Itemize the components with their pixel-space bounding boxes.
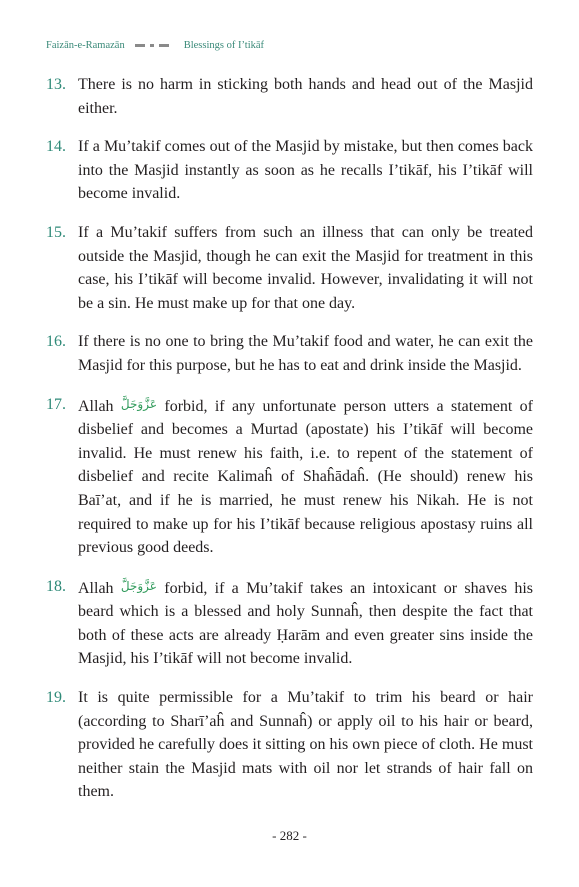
arabic-honorific: عَزَّوَجَلَّ: [120, 578, 157, 593]
running-header: [46, 40, 264, 51]
list-item: [46, 135, 533, 206]
rulings-list: [46, 73, 533, 819]
book-title: Faizān-e-Ramazān: [46, 40, 125, 51]
item-text: If a Mu’takif comes out of the Masjid by mistake, but then comes back into the Masjid instantly as soon as he recalls I’tikāf, his I’tikāf will become invalid.: [78, 138, 533, 203]
item-number: 17.: [46, 395, 66, 413]
list-item: [46, 575, 533, 671]
list-item: [46, 330, 533, 377]
list-item: [46, 73, 533, 120]
list-item: [46, 686, 533, 804]
page-number: - 282 -: [272, 828, 307, 843]
item-number: 18.: [46, 577, 66, 595]
item-number: 19.: [46, 689, 66, 707]
item-text: There is no harm in sticking both hands and head out of the Masjid either.: [78, 76, 533, 117]
item-text: If there is no one to bring the Mu’takif food and water, he can exit the Masjid for this purpose, but he has to eat and drink inside the Masjid.: [78, 333, 533, 374]
item-number: 15.: [46, 223, 66, 241]
item-lead: Allah: [78, 579, 114, 597]
list-item: [46, 393, 533, 560]
item-number: 16.: [46, 333, 66, 351]
item-number: 13.: [46, 76, 66, 93]
item-lead: Allah: [78, 397, 114, 415]
item-text: forbid, if any unfortunate person utters a statement of disbelief and becomes a Murtad (apostate) his I’tikāf will become invalid. He must renew his faith, i.e. to repent of the statement of disbelief and recite Kalimaĥ of Shaĥādaĥ. (He should) renew his Baī’at, and if he is married, he must renew his Nikah. He is not required to make up for his I’tikāf because religious apostasy ruins all previous good deeds.: [78, 397, 534, 557]
chapter-title: Blessings of I’tikāf: [183, 40, 265, 51]
item-text-wrapper: [78, 575, 533, 671]
item-text-wrapper: [78, 393, 533, 560]
list-item: [46, 221, 533, 315]
header-separator: [135, 44, 174, 47]
item-number: 14.: [46, 138, 66, 156]
item-text: If a Mu’takif suffers from such an illness that can only be treated outside the Masjid, though he can exit the Masjid for treatment in this case, his I’tikāf will become invalid. However, invalidating it will not be a sin. He must make up for that one day.: [78, 223, 533, 312]
item-text: It is quite permissible for a Mu’takif to trim his beard or hair (according to Sharī’aĥ and Sunnaĥ) or apply oil to his hair or beard, provided he carefully does it sitting on his own piece of cloth. He must neither stain the Masjid mats with oil nor let strands of hair fall on them.: [78, 689, 533, 801]
item-text: forbid, if a Mu’takif takes an intoxicant or shaves his beard which is a blessed and holy Sunnaĥ, then despite the fact that both of these acts are already Ḥarām and even greater sins inside the Masjid, his I’tikāf will not become invalid.: [78, 579, 534, 668]
arabic-honorific: عَزَّوَجَلَّ: [120, 396, 158, 411]
